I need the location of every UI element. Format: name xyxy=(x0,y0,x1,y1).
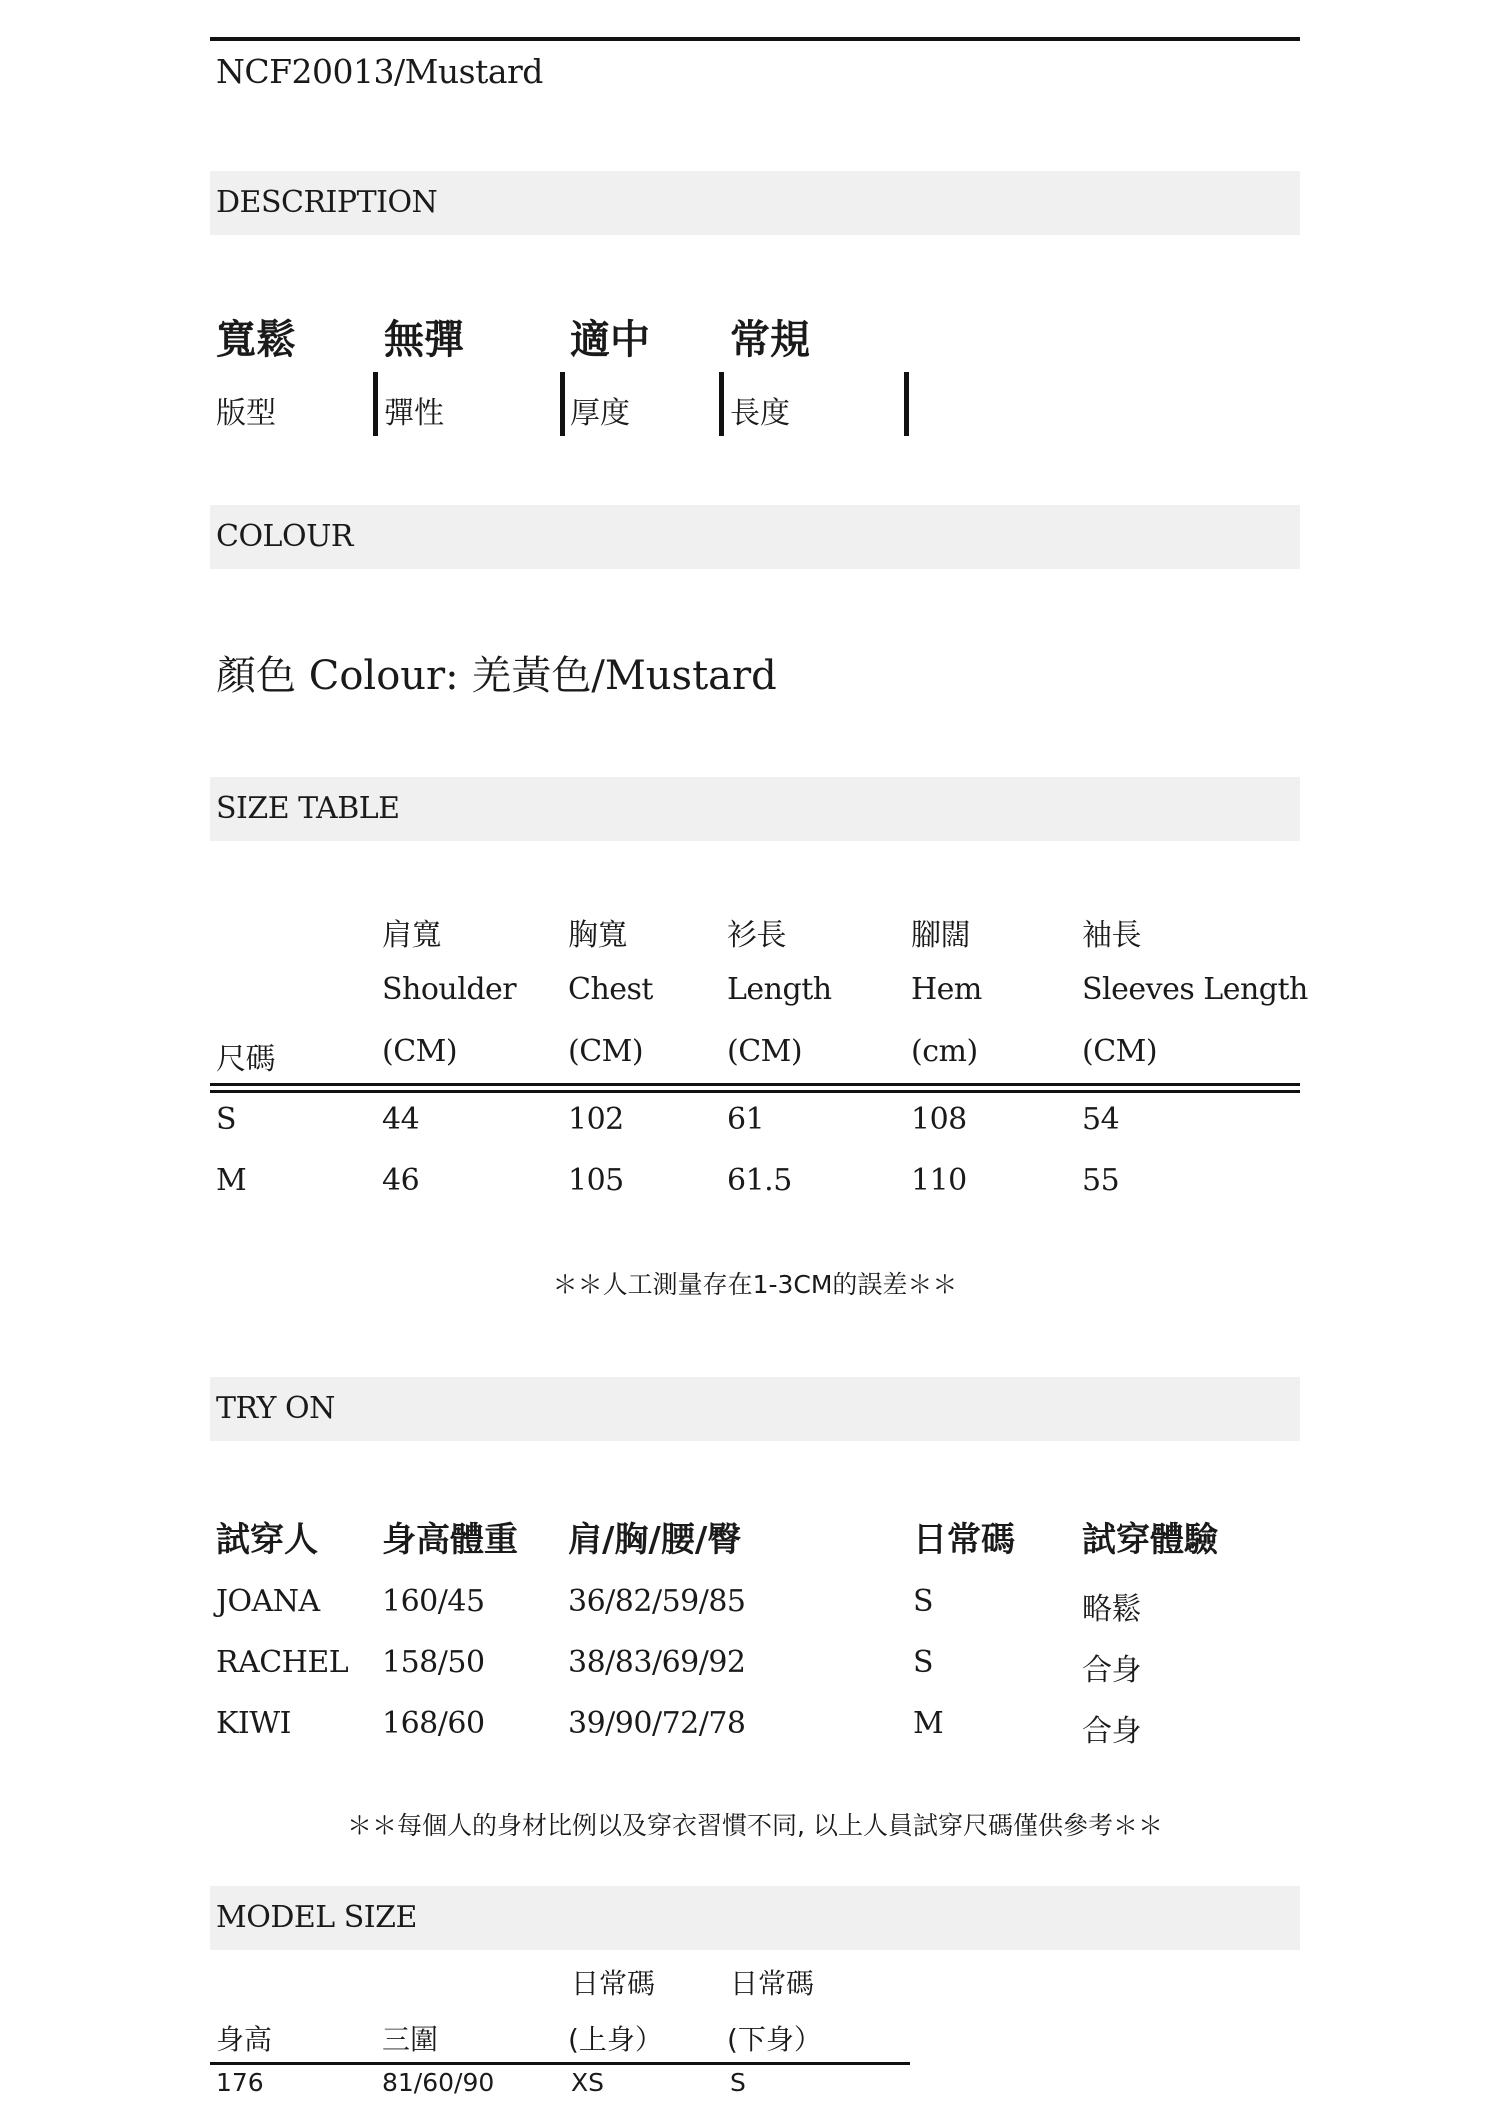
model-value: S xyxy=(730,2068,746,2097)
attr-divider xyxy=(373,372,378,436)
size-cell: 108 xyxy=(911,1102,967,1137)
try-on-cell: 36/82/59/85 xyxy=(568,1584,746,1619)
try-on-header: 日常碼 xyxy=(913,1520,1015,1560)
size-header-unit: (CM) xyxy=(1082,1034,1158,1069)
section-model-size-title: MODEL SIZE xyxy=(216,1900,417,1935)
section-size-table-band xyxy=(210,777,1300,841)
try-on-cell: KIWI xyxy=(216,1706,291,1741)
try-on-header: 試穿體驗 xyxy=(1082,1520,1218,1560)
try-on-cell: 160/45 xyxy=(382,1584,485,1619)
model-header-line2: (上身） xyxy=(568,2023,663,2056)
section-colour-title: COLOUR xyxy=(216,519,353,554)
attr-divider xyxy=(560,372,565,436)
colour-line: 顏色 Colour: 羌黃色/Mustard xyxy=(216,653,777,699)
try-on-cell: JOANA xyxy=(216,1584,320,1619)
size-table-rule xyxy=(210,1090,1300,1093)
size-header-en: Chest xyxy=(568,972,653,1007)
model-size-rule xyxy=(210,2062,910,2065)
size-header-zh: 袖長 xyxy=(1082,918,1141,953)
attr-fit-value: 寬鬆 xyxy=(216,317,296,363)
try-on-cell: S xyxy=(913,1645,934,1680)
try-on-header: 身高體重 xyxy=(382,1520,518,1560)
size-header-unit: (CM) xyxy=(568,1034,644,1069)
model-header-line1: 日常碼 xyxy=(730,1967,815,2000)
section-try-on-band xyxy=(210,1377,1300,1441)
try-on-cell: 168/60 xyxy=(382,1706,485,1741)
model-value: XS xyxy=(571,2068,604,2097)
size-header-en: Shoulder xyxy=(382,972,517,1007)
attr-stretch-value: 無彈 xyxy=(384,317,464,363)
attr-fit-label: 版型 xyxy=(216,396,276,431)
size-cell: M xyxy=(216,1163,247,1198)
size-header-zh: 胸寬 xyxy=(568,918,627,953)
product-sku: NCF20013/Mustard xyxy=(216,52,543,91)
attr-length-value: 常規 xyxy=(730,317,810,363)
size-cell: 54 xyxy=(1082,1102,1120,1137)
size-header-size: 尺碼 xyxy=(216,1042,275,1077)
model-value: 81/60/90 xyxy=(382,2068,495,2097)
size-cell: 44 xyxy=(382,1102,420,1137)
size-header-zh: 肩寬 xyxy=(382,918,441,953)
section-colour-band xyxy=(210,505,1300,569)
size-cell: S xyxy=(216,1102,237,1137)
size-header-unit: (CM) xyxy=(382,1034,458,1069)
attr-divider xyxy=(719,372,724,436)
model-value: 176 xyxy=(216,2068,264,2097)
try-on-cell: 158/50 xyxy=(382,1645,485,1680)
section-description-band xyxy=(210,171,1300,235)
try-on-note: ＊＊每個人的身材比例以及穿衣習慣不同, 以上人員試穿尺碼僅供參考＊＊ xyxy=(347,1811,1163,1840)
size-table-note: ＊＊人工測量存在1-3CM的誤差＊＊ xyxy=(552,1270,958,1299)
model-header-line2: (下身） xyxy=(727,2023,822,2056)
try-on-cell: 合身 xyxy=(1082,1714,1141,1749)
size-header-en: Hem xyxy=(911,972,982,1007)
model-header-line2: 三圍 xyxy=(382,2023,439,2056)
size-header-en: Length xyxy=(727,972,832,1007)
model-header-line1: 日常碼 xyxy=(571,1967,656,2000)
model-header-line2: 身高 xyxy=(216,2023,273,2056)
size-cell: 61 xyxy=(727,1102,765,1137)
attr-divider xyxy=(904,372,909,436)
try-on-cell: 略鬆 xyxy=(1082,1592,1141,1627)
size-cell: 46 xyxy=(382,1163,420,1198)
try-on-cell: 39/90/72/78 xyxy=(568,1706,746,1741)
size-cell: 102 xyxy=(568,1102,624,1137)
size-cell: 55 xyxy=(1082,1163,1120,1198)
try-on-cell: S xyxy=(913,1584,934,1619)
size-cell: 105 xyxy=(568,1163,624,1198)
try-on-cell: 合身 xyxy=(1082,1653,1141,1688)
size-table-rule xyxy=(210,1083,1300,1086)
top-rule xyxy=(210,37,1300,41)
size-cell: 110 xyxy=(911,1163,967,1198)
size-cell: 61.5 xyxy=(727,1163,792,1198)
section-try-on-title: TRY ON xyxy=(216,1391,335,1426)
size-header-en: Sleeves Length xyxy=(1082,972,1308,1007)
size-header-zh: 腳闊 xyxy=(911,918,970,953)
section-model-size-band xyxy=(210,1886,1300,1950)
try-on-header: 肩/胸/腰/臀 xyxy=(568,1520,742,1560)
try-on-header: 試穿人 xyxy=(216,1520,318,1560)
try-on-cell: 38/83/69/92 xyxy=(568,1645,746,1680)
attr-length-label: 長度 xyxy=(730,396,790,431)
size-header-unit: (cm) xyxy=(911,1034,978,1069)
section-size-table-title: SIZE TABLE xyxy=(216,791,400,826)
attr-stretch-label: 彈性 xyxy=(384,396,444,431)
attr-thickness-value: 適中 xyxy=(570,317,650,363)
size-header-zh: 衫長 xyxy=(727,918,786,953)
try-on-cell: M xyxy=(913,1706,944,1741)
section-description-title: DESCRIPTION xyxy=(216,185,438,220)
size-header-unit: (CM) xyxy=(727,1034,803,1069)
try-on-cell: RACHEL xyxy=(216,1645,349,1680)
attr-thickness-label: 厚度 xyxy=(570,396,630,431)
